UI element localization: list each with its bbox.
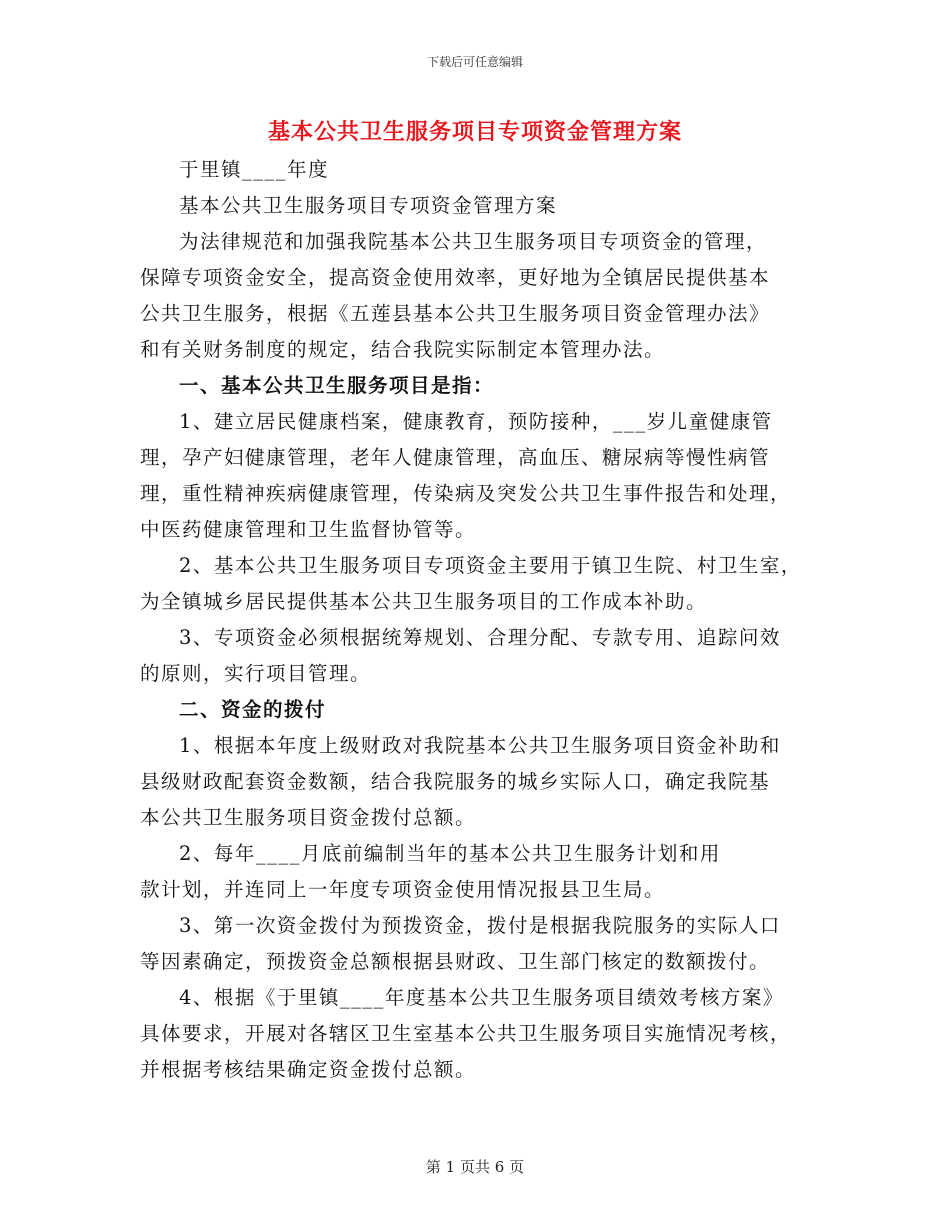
paragraph (140, 224, 812, 368)
paragraph-line: 款计划，并连同上一年度专项资金使用情况报县卫生局。 (140, 878, 666, 901)
section-heading (140, 692, 812, 728)
paragraph-line: 一、基本公共卫生服务项目是指： (179, 374, 495, 397)
page-footer: 第 1 页共 6 页 (425, 1158, 525, 1176)
paragraph (140, 404, 812, 548)
paragraph (140, 620, 812, 692)
paragraph (140, 152, 812, 188)
paragraph (140, 980, 812, 1088)
paragraph-line: 理，孕产妇健康管理，老年人健康管理，高血压、糖尿病等慢性病管 (140, 446, 771, 469)
paragraph (140, 728, 812, 836)
paragraph-line: 2、每年____月底前编制当年的基本公共卫生服务计划和用 (179, 842, 721, 865)
document-body (140, 152, 812, 1088)
paragraph-line: 本公共卫生服务项目资金拨付总额。 (140, 806, 477, 829)
paragraph-line: 于里镇____年度 (179, 158, 330, 181)
paragraph-line: 基本公共卫生服务项目专项资金管理方案 (179, 194, 558, 217)
paragraph-line: 为法律规范和加强我院基本公共卫生服务项目专项资金的管理， (179, 230, 768, 253)
paragraph-line: 中医药健康管理和卫生监督协管等。 (140, 518, 477, 541)
paragraph-line: 4、根据《于里镇____年度基本公共卫生服务项目绩效考核方案》 (179, 986, 784, 1009)
document-title: 基本公共卫生服务项目专项资金管理方案 (267, 119, 682, 145)
section-heading (140, 368, 812, 404)
paragraph-line: 具体要求，开展对各辖区卫生室基本公共卫生服务项目实施情况考核， (140, 1022, 792, 1045)
paragraph (140, 548, 812, 620)
paragraph (140, 836, 812, 872)
paragraph-line: 1、根据本年度上级财政对我院基本公共卫生服务项目资金补助和 (179, 734, 781, 757)
paragraph-line: 公共卫生服务，根据《五莲县基本公共卫生服务项目资金管理办法》 (140, 302, 771, 325)
paragraph-line: 保障专项资金安全，提高资金使用效率，更好地为全镇居民提供基本 (140, 266, 771, 289)
paragraph-line: 2、基本公共卫生服务项目专项资金主要用于镇卫生院、村卫生室， (179, 554, 802, 577)
paragraph-line: 等因素确定，预拨资金总额根据县财政、卫生部门核定的数额拨付。 (140, 950, 771, 973)
paragraph-line: 的原则，实行项目管理。 (140, 662, 372, 685)
header-note: 下载后可任意编辑 (426, 55, 523, 69)
paragraph-line: 二、资金的拨付 (179, 698, 327, 721)
paragraph-line: 3、专项资金必须根据统筹规划、合理分配、专款专用、追踪问效 (179, 626, 781, 649)
paragraph-line: 理，重性精神疾病健康管理，传染病及突发公共卫生事件报告和处理， (140, 482, 792, 505)
paragraph (140, 908, 812, 980)
paragraph-line: 县级财政配套资金数额，结合我院服务的城乡实际人口，确定我院基 (140, 770, 771, 793)
paragraph-line: 1、建立居民健康档案，健康教育，预防接种，___岁儿童健康管 (179, 410, 773, 433)
paragraph-line: 3、第一次资金拨付为预拨资金，拨付是根据我院服务的实际人口 (179, 914, 781, 937)
paragraph-line: 为全镇城乡居民提供基本公共卫生服务项目的工作成本补助。 (140, 590, 708, 613)
paragraph-line: 并根据考核结果确定资金拨付总额。 (140, 1058, 477, 1081)
paragraph-line: 和有关财务制度的规定，结合我院实际制定本管理办法。 (140, 338, 666, 361)
paragraph (140, 872, 812, 908)
paragraph (140, 188, 812, 224)
